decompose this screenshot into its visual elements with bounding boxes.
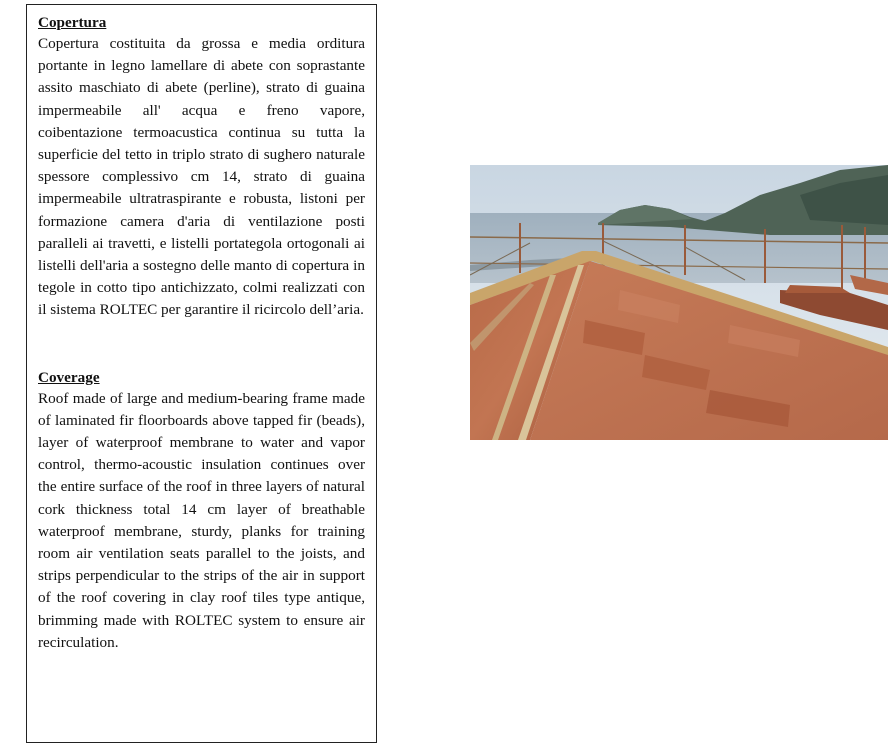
italian-heading: Copertura bbox=[38, 14, 107, 31]
italian-paragraph: Copertura costituita da grossa e media orditura portante in legno lamellare di abete con soprastante assito maschiato di abete (perline), strato di guaina impermeabile all' acqua e freno vapore, coibentazione termoacustica continua su tutta la superficie del tetto in triplo strato di sughero naturale spessore complessivo cm 14, strato di guaina impermeabile ultratraspirante e robusta, listoni per formazione camera d'aria di ventilazione posti paralleli ai travetti, e listelli portategola ortogonali ai listelli dell'aria a sostegno delle manto di copertura in tegole in cotto tipo antichizzato, colmi realizzati con il sistema ROLTEC per garantire il ricircolo dell’aria. bbox=[38, 35, 365, 319]
roof-photo bbox=[470, 165, 888, 440]
section-gap bbox=[38, 322, 365, 367]
description-box bbox=[26, 4, 377, 743]
english-heading: Coverage bbox=[38, 368, 100, 386]
english-paragraph: Roof made of large and medium-bearing frame made of laminated fir floorboards above tapped fir (beads), layer of waterproof membrane to water and vapor control, thermo-acoustic insulation continues over the entire surface of the roof in three layers of natural cork thickness total 14 cm layer of breathable waterproof membrane, sturdy, planks for training room air ventilation seats parallel to the joists, and strips perpendicular to the strips of the air in support of the roof covering in clay roof tiles type antique, brimming made with ROLTEC system to ensure air recirculation. bbox=[38, 389, 365, 651]
